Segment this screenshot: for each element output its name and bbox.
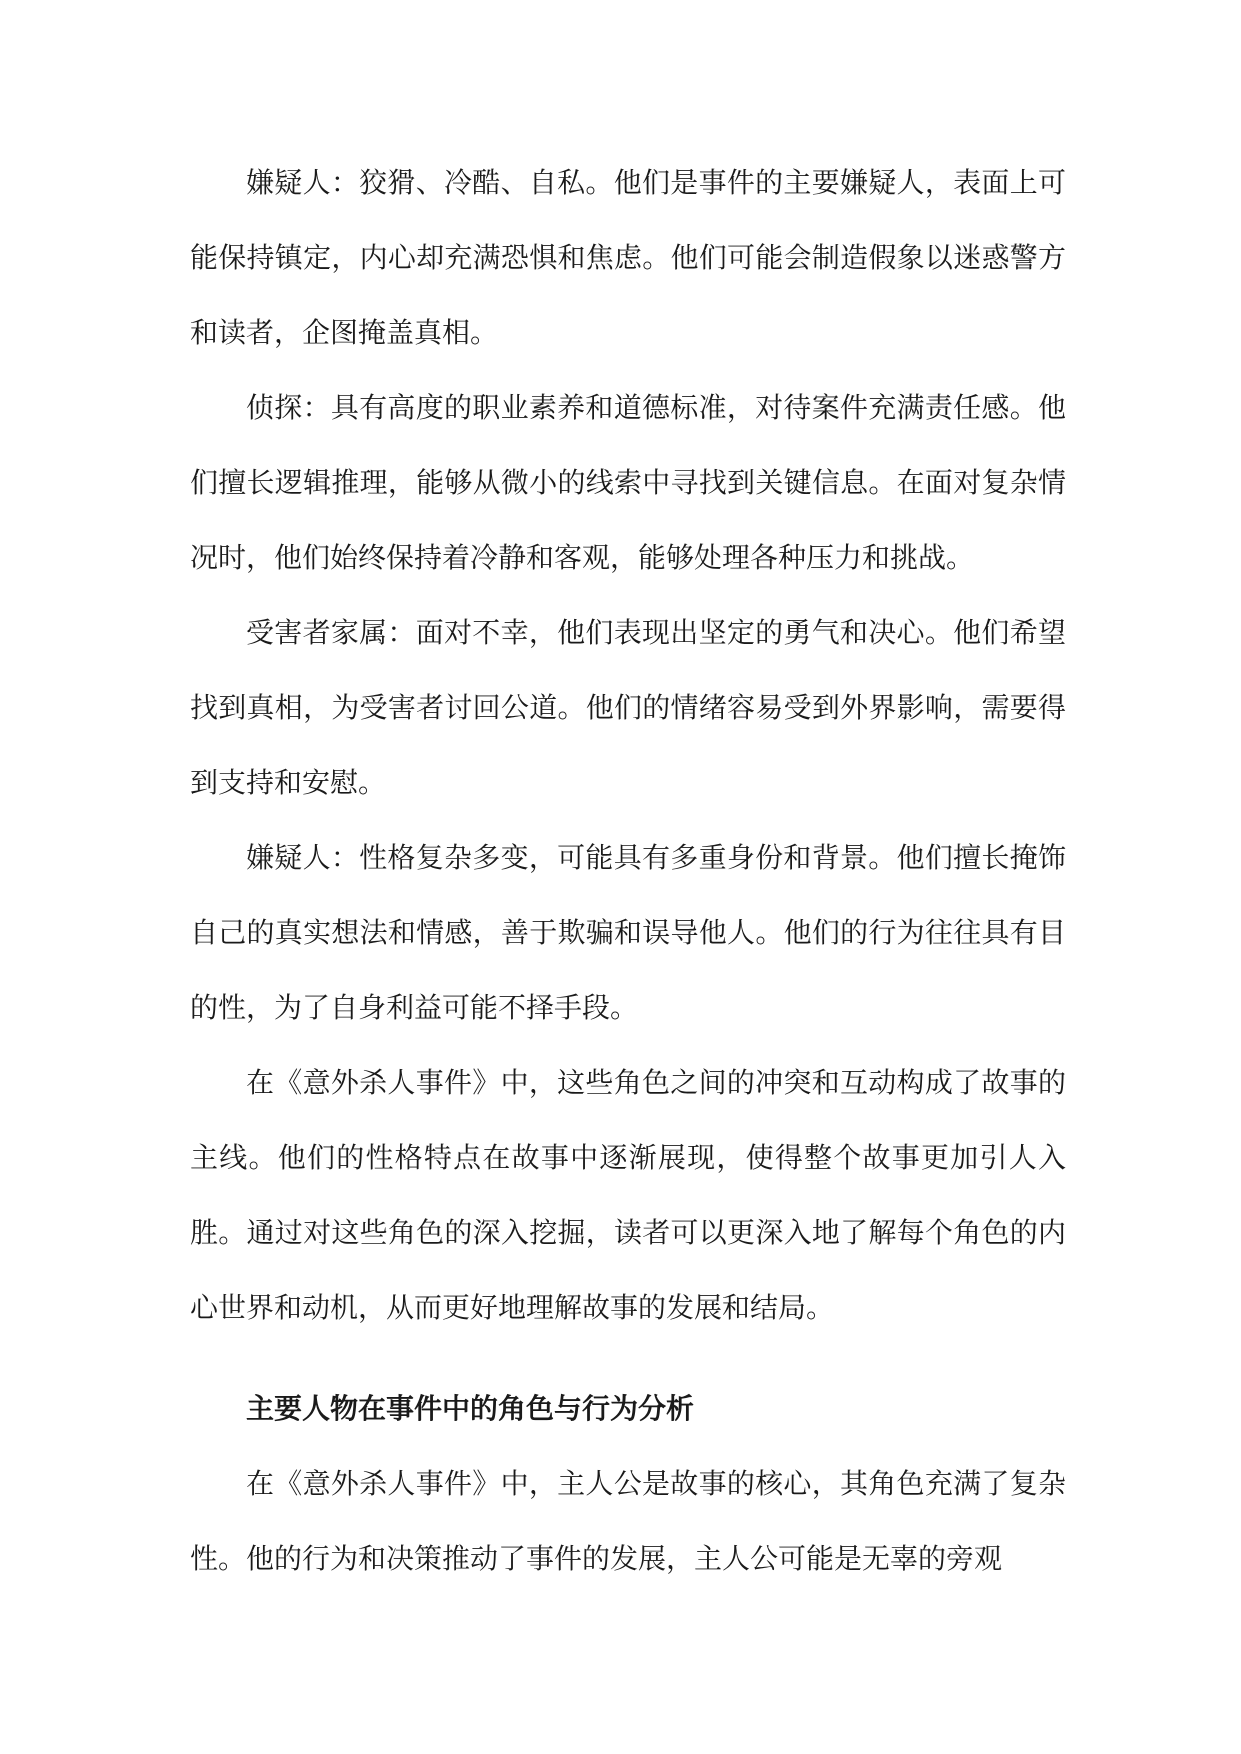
paragraph-summary: 在《意外杀人事件》中，这些角色之间的冲突和互动构成了故事的主线。他们的性格特点在故事中逐渐展现，使得整个故事更加引人入胜。通过对这些角色的深入挖掘，读者可以更深入地了解每个角色的内心世界和动机，从而更好地理解故事的发展和结局。 [190, 1066, 1066, 1324]
paragraph-protagonist: 在《意外杀人事件》中，主人公是故事的核心，其角色充满了复杂性。他的行为和决策推动了事件的发展，主人公可能是无辜的旁观 [190, 1467, 1066, 1575]
document-body [190, 145, 1066, 1596]
paragraph-suspect-2: 嫌疑人：性格复杂多变，可能具有多重身份和背景。他们擅长掩饰自己的真实想法和情感，善于欺骗和误导他人。他们的行为往往具有目的性，为了自身利益可能不择手段。 [190, 841, 1066, 1024]
paragraph-victim-family: 受害者家属：面对不幸，他们表现出坚定的勇气和决心。他们希望找到真相，为受害者讨回公道。他们的情绪容易受到外界影响，需要得到支持和安慰。 [190, 616, 1066, 799]
paragraph-detective: 侦探：具有高度的职业素养和道德标准，对待案件充满责任感。他们擅长逻辑推理，能够从微小的线索中寻找到关键信息。在面对复杂情况时，他们始终保持着冷静和客观，能够处理各种压力和挑战。 [190, 391, 1066, 574]
section-heading: 主要人物在事件中的角色与行为分析 [246, 1392, 695, 1425]
paragraph-suspect-1: 嫌疑人：狡猾、冷酷、自私。他们是事件的主要嫌疑人，表面上可能保持镇定，内心却充满恐惧和焦虑。他们可能会制造假象以迷惑警方和读者，企图掩盖真相。 [190, 166, 1066, 349]
